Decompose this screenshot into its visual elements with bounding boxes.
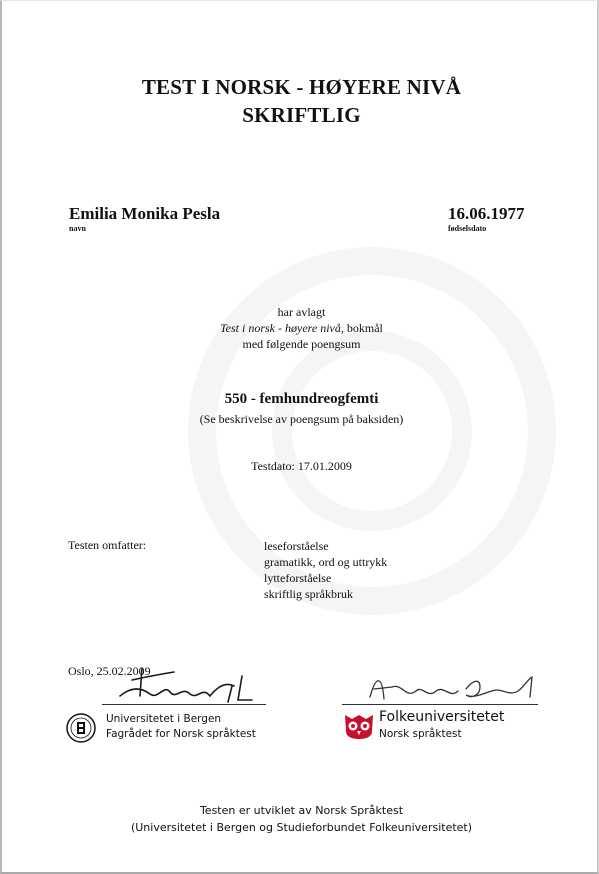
contents-item: leseforståelse <box>264 539 329 553</box>
candidate-name: Emilia Monika Pesla <box>69 204 221 223</box>
contents-item: gramatikk, ord og uttrykk <box>264 555 388 569</box>
left-issuer <box>106 712 256 742</box>
left-signature-line <box>102 704 266 705</box>
left-issuer-line-2: Fagrådet for Norsk språktest <box>106 728 256 740</box>
birth-date-label: fødselsdato <box>448 224 487 233</box>
language-variant: bokmål <box>343 321 383 335</box>
right-issuer-line-1: Folkeuniversitetet <box>379 709 505 725</box>
title-line-2: SKRIFTLIG <box>242 103 361 127</box>
contents-item: skriftlig språkbruk <box>264 587 353 601</box>
statement-line-1: har avlagt <box>277 305 326 319</box>
right-signature-line <box>342 704 538 705</box>
test-name: Test i norsk - høyere nivå, <box>220 321 344 335</box>
contents-item: lytteforståelse <box>264 571 332 585</box>
contents-label: Testen omfatter: <box>68 538 147 552</box>
watermark <box>182 151 562 711</box>
score-note: (Se beskrivelse av poengsum på baksiden) <box>199 412 404 426</box>
candidate-name-label: navn <box>69 224 86 233</box>
test-date: Testdato: 17.01.2009 <box>251 459 352 473</box>
contents-list <box>264 538 387 602</box>
right-signature <box>362 669 542 709</box>
score-value: 550 - femhundreogfemti <box>224 391 379 407</box>
left-issuer-line-1: Universitetet i Bergen <box>106 713 222 725</box>
footer-line-1: Testen er utviklet av Norsk Språktest <box>199 804 404 817</box>
title-line-1: TEST I NORSK - HØYERE NIVÅ <box>141 75 462 99</box>
statement-line-2 <box>2 321 599 336</box>
owl-logo-icon <box>342 711 376 739</box>
university-seal-icon <box>66 713 96 743</box>
statement-line-3: med følgende poengsum <box>242 337 361 351</box>
left-signature <box>102 656 262 706</box>
birth-date: 16.06.1977 <box>448 204 525 223</box>
right-issuer-line-2: Norsk språktest <box>379 728 462 740</box>
footer-line-2: (Universitetet i Bergen og Studieforbundet Folkeuniversitetet) <box>130 821 473 834</box>
place-date: Oslo, 25.02.2009 <box>68 664 151 678</box>
